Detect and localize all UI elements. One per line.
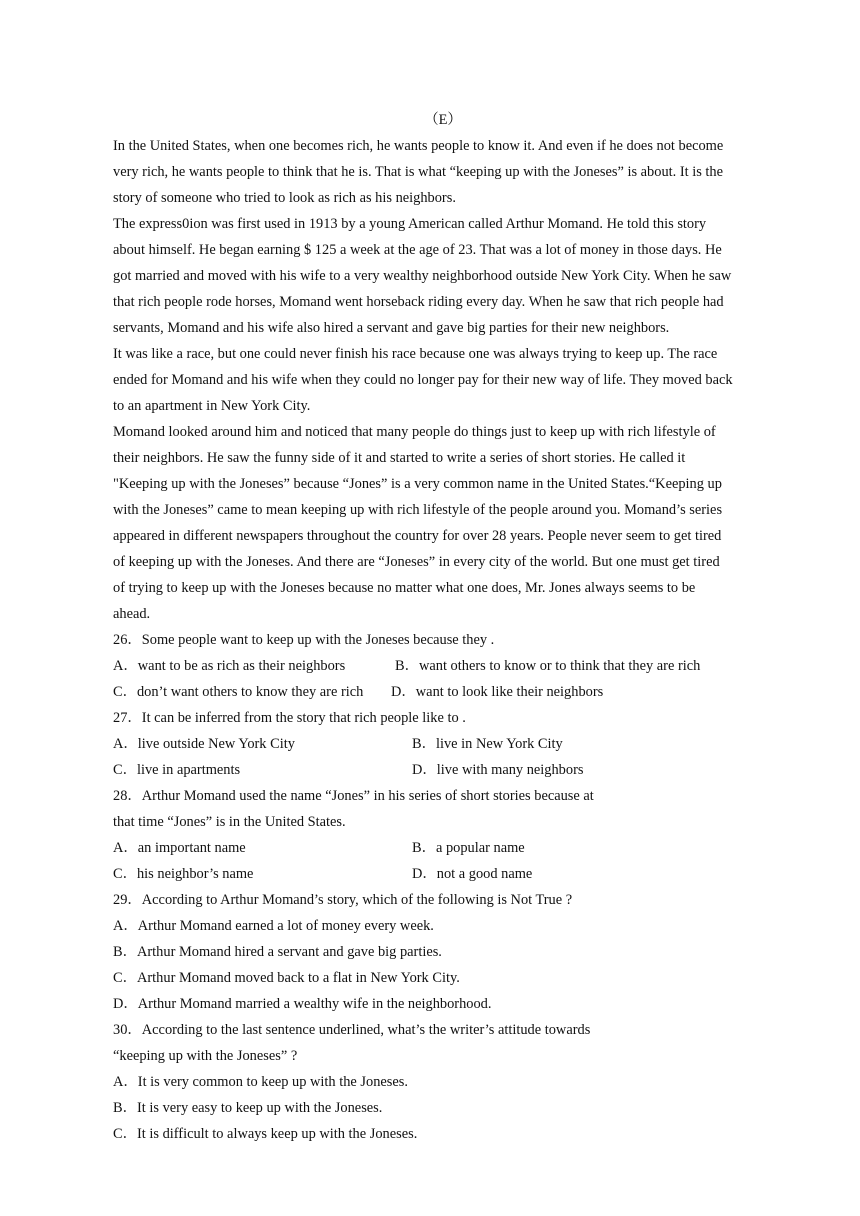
passage-line: their neighbors. He saw the funny side of it and started to write a series of short stories. He called it	[113, 450, 686, 466]
passage	[113, 133, 773, 627]
option-row	[113, 757, 773, 783]
option-row	[113, 861, 773, 887]
passage-line: "Keeping up with the Joneses” because “Jones” is a very common name in the United States.“Keeping up	[113, 476, 722, 492]
question-30	[113, 1017, 773, 1147]
passage-line: In the United States, when one becomes rich, he wants people to know it. And even if he does not become	[113, 138, 724, 154]
section-title: （E）	[424, 112, 462, 128]
passage-line: ahead.	[113, 606, 151, 622]
passage-line: got married and moved with his wife to a very wealthy neighborhood outside New York City. When he saw	[113, 268, 732, 284]
question-stem-continued: that time “Jones” is in the United States.	[113, 814, 346, 830]
question-26	[113, 627, 773, 705]
option-c: C．don’t want others to know they are rich	[113, 684, 364, 700]
passage-line: story of someone who tried to look as rich as his neighbors.	[113, 190, 456, 206]
question-29	[113, 887, 773, 1017]
passage-line: of trying to keep up with the Joneses because no matter what one does, Mr. Jones always seems to be	[113, 580, 696, 596]
option-d: D．want to look like their neighbors	[391, 684, 604, 700]
option-c: C．his neighbor’s name	[113, 866, 254, 882]
option-row	[113, 835, 773, 861]
question-stem: 29．According to Arthur Momand’s story, which of the following is Not True ?	[113, 892, 573, 908]
option-a: A．It is very common to keep up with the Joneses.	[113, 1074, 408, 1090]
passage-line: about himself. He began earning $ 125 a week at the age of 23. That was a lot of money in those days. He	[113, 242, 722, 258]
option-row	[113, 679, 773, 705]
option-d: D．Arthur Momand married a wealthy wife in the neighborhood.	[113, 996, 492, 1012]
passage-line: Momand looked around him and noticed that many people do things just to keep up with rich lifestyle of	[113, 424, 716, 440]
passage-line: It was like a race, but one could never finish his race because one was always trying to keep up. The race	[113, 346, 718, 362]
option-b: B．want others to know or to think that they are rich	[395, 658, 701, 674]
option-row	[113, 731, 773, 757]
document-page	[113, 107, 773, 1147]
option-b: B．a popular name	[412, 840, 525, 856]
passage-line: servants, Momand and his wife also hired a servant and gave big parties for their new neighbors.	[113, 320, 670, 336]
option-c: C．live in apartments	[113, 762, 241, 778]
option-b: B．Arthur Momand hired a servant and gave big parties.	[113, 944, 442, 960]
option-a: A．an important name	[113, 840, 246, 856]
option-b: B．It is very easy to keep up with the Joneses.	[113, 1100, 383, 1116]
passage-line: that rich people rode horses, Momand went horseback riding every day. When he saw that rich people had	[113, 294, 724, 310]
question-stem: 27．It can be inferred from the story that rich people like to .	[113, 710, 466, 726]
question-stem: 26．Some people want to keep up with the Joneses because they .	[113, 632, 495, 648]
option-d: D．live with many neighbors	[412, 762, 584, 778]
question-27	[113, 705, 773, 783]
option-c: C．It is difficult to always keep up with the Joneses.	[113, 1126, 418, 1142]
option-c: C．Arthur Momand moved back to a flat in New York City.	[113, 970, 460, 986]
option-d: D．not a good name	[412, 866, 533, 882]
option-b: B．live in New York City	[412, 736, 563, 752]
option-a: A．Arthur Momand earned a lot of money every week.	[113, 918, 434, 934]
passage-line: very rich, he wants people to think that he is. That is what “keeping up with the Joneses” is about. It is the	[113, 164, 724, 180]
question-stem: 30．According to the last sentence underlined, what’s the writer’s attitude towards	[113, 1022, 591, 1038]
question-stem: 28．Arthur Momand used the name “Jones” in his series of short stories because at	[113, 788, 594, 804]
passage-line: of keeping up with the Joneses. And there are “Joneses” in every city of the world. But one must get tired	[113, 554, 720, 570]
question-stem-continued: “keeping up with the Joneses” ?	[113, 1048, 298, 1064]
option-row	[113, 653, 773, 679]
passage-line: appeared in different newspapers throughout the country for over 28 years. People never seem to get tired	[113, 528, 722, 544]
option-a: A．live outside New York City	[113, 736, 295, 752]
passage-line: ended for Momand and his wife when they could no longer pay for their new way of life. They moved back	[113, 372, 733, 388]
passage-line: to an apartment in New York City.	[113, 398, 311, 414]
option-a: A．want to be as rich as their neighbors	[113, 658, 346, 674]
passage-line: with the Joneses” came to mean keeping up with rich lifestyle of the people around you. Momand’s series	[113, 502, 723, 518]
passage-line: The express0ion was first used in 1913 by a young American called Arthur Momand. He told this story	[113, 216, 707, 232]
question-28	[113, 783, 773, 887]
